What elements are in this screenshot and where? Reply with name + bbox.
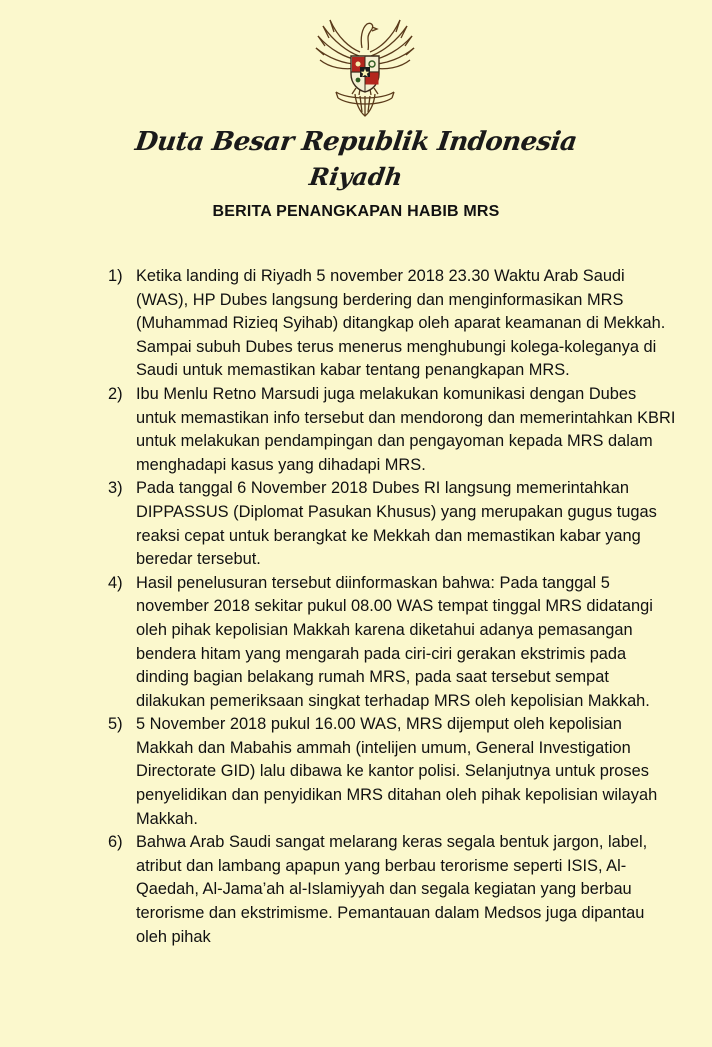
garuda-emblem-icon (310, 8, 420, 120)
item-number: 6) (108, 833, 123, 852)
list-item (108, 831, 678, 949)
item-text: Pada tanggal 6 November 2018 Dubes RI langsung memerintahkan DIPPASSUS (Diplomat Pasukan Khusus) yang merupakan gugus tugas reaksi cepat untuk berangkat ke Mekkah dan memastikan kabar yang beredar tersebut. (136, 479, 657, 569)
numbered-list (108, 265, 678, 949)
item-number: 5) (108, 715, 123, 734)
item-number: 1) (108, 267, 123, 285)
list-item (108, 265, 678, 383)
item-text: Bahwa Arab Saudi sangat melarang keras segala bentuk jargon, label, atribut dan lambang apapun yang berbau terorisme seperti ISIS, Al-Qaedah, Al-Jama’ah al-Islamiyyah dan segala kegiatan yang berbau terorisme dan ekstrimisme. Pemantauan dalam Medsos juga dipantau oleh pihak (136, 833, 648, 946)
item-number: 3) (108, 479, 123, 498)
item-text: Ketika landing di Riyadh 5 november 2018 23.30 Waktu Arab Saudi (WAS), HP Dubes langsung berdering dan menginformasikan MRS (Muhammad Rizieq Syihab) ditangkap oleh aparat keamanan di Mekkah. Sampai subuh Dubes terus menerus menghubungi kolega-koleganya di Saudi untuk memastikan kabar tentang penangkapan MRS. (136, 267, 666, 380)
item-text: Hasil penelusuran tersebut diinformaskan bahwa: Pada tanggal 5 november 2018 sekitar pukul 08.00 WAS tempat tinggal MRS didatangi oleh pihak kepolisian Makkah karena diketahui adanya pemasangan bendera hitam yang mengarah pada ciri-ciri gerakan ekstrimis pada dinding bagian belakang rumah MRS, pada saat tersebut sempat dilakukan pemeriksaan singkat terhadap MRS oleh kepolisian Makkah. (136, 573, 653, 710)
letterhead-city: Riyadh (307, 162, 405, 191)
item-number: 2) (108, 384, 123, 403)
letterhead-title: Duta Besar Republik Indonesia (133, 127, 579, 157)
document-heading: BERITA PENANGKAPAN HABIB MRS (212, 203, 500, 220)
list-item (108, 713, 678, 831)
list-item (108, 572, 678, 714)
item-text: 5 November 2018 pukul 16.00 WAS, MRS dijemput oleh kepolisian Makkah dan Mabahis ammah (intelijen umum, General Investigation Directorate GID) lalu dibawa ke kantor polisi. Selanjutnya untuk proses penyelidikan dan penyidikan MRS ditahan oleh pihak kepolisian wilayah Makkah. (136, 715, 658, 828)
item-number: 4) (108, 573, 123, 592)
list-item (108, 383, 678, 477)
item-text: Ibu Menlu Retno Marsudi juga melakukan komunikasi dengan Dubes untuk memastikan info tersebut dan mendorong dan memerintahkan KBRI untuk melakukan pendampingan dan pengayoman kepada MRS dalam menghadapi kasus yang dihadapi MRS. (136, 384, 676, 474)
list-item (108, 477, 678, 571)
